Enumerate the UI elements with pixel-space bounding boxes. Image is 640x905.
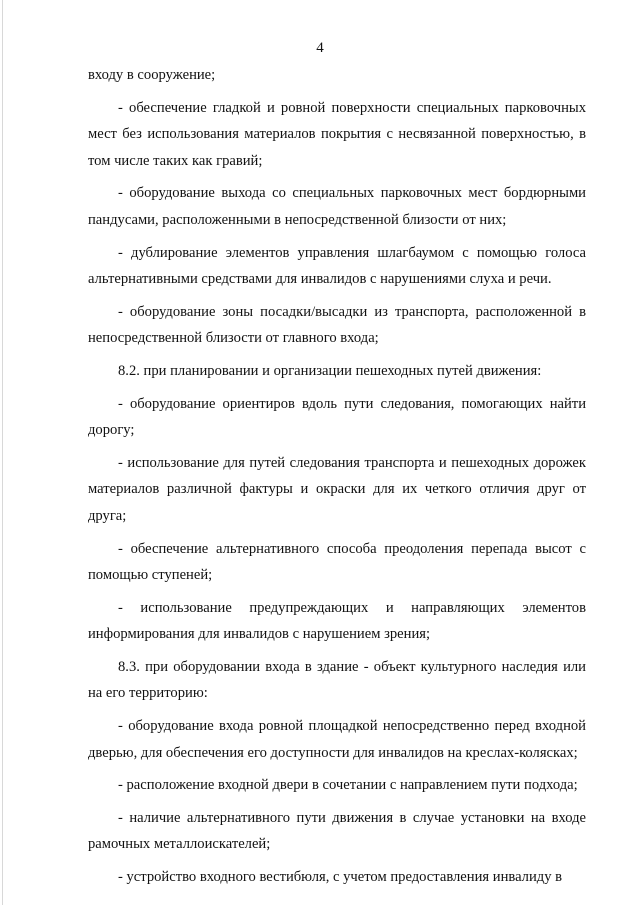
section-heading: 8.3. при оборудовании входа в здание - объект культурного наследия или на его территорию: <box>88 658 586 702</box>
section-heading: 8.2. при планировании и организации пешеходных путей движения: <box>118 362 542 379</box>
paragraph: - использование предупреждающих и направляющих элементов информирования для инвалидов с нарушением зрения; <box>88 599 586 643</box>
paragraph: - оборудование выхода со специальных парковочных мест бордюрными пандусами, расположенными в непосредственной близости от них; <box>88 185 586 228</box>
paragraph: входу в сооружение; <box>88 67 216 83</box>
paragraph: - оборудование входа ровной площадкой непосредственно перед входной дверью, для обеспечения его доступности для инвалидов на креслах-колясках; <box>88 718 586 761</box>
paragraph: - оборудование ориентиров вдоль пути следования, помогающих найти дорогу; <box>88 395 586 439</box>
page-number: 4 <box>316 40 324 56</box>
paragraph: - оборудование зоны посадки/высадки из транспорта, расположенной в непосредственной близости от главного входа; <box>88 303 586 347</box>
paragraph: - использование для путей следования транспорта и пешеходных дорожек материалов различной фактуры и окраски для их четкого отличия друг от друга; <box>88 454 586 524</box>
paragraph: - обеспечение альтернативного способа преодоления перепада высот с помощью ступеней; <box>88 540 586 584</box>
scan-edge <box>2 0 3 905</box>
paragraph: - обеспечение гладкой и ровной поверхности специальных парковочных мест без использования материалов покрытия с несвязанной поверхностью, в том числе таких как гравий; <box>88 99 586 169</box>
paragraph: - наличие альтернативного пути движения в случае установки на входе рамочных металлоискателей; <box>88 809 586 853</box>
paragraph: - устройство входного вестибюля, с учетом предоставления инвалиду в <box>118 869 563 886</box>
paragraph: - расположение входной двери в сочетании с направлением пути подхода; <box>118 777 578 794</box>
body-text <box>88 62 586 891</box>
paragraph: - дублирование элементов управления шлагбаумом с помощью голоса альтернативными средствами для инвалидов с нарушениями слуха и речи. <box>88 244 586 288</box>
